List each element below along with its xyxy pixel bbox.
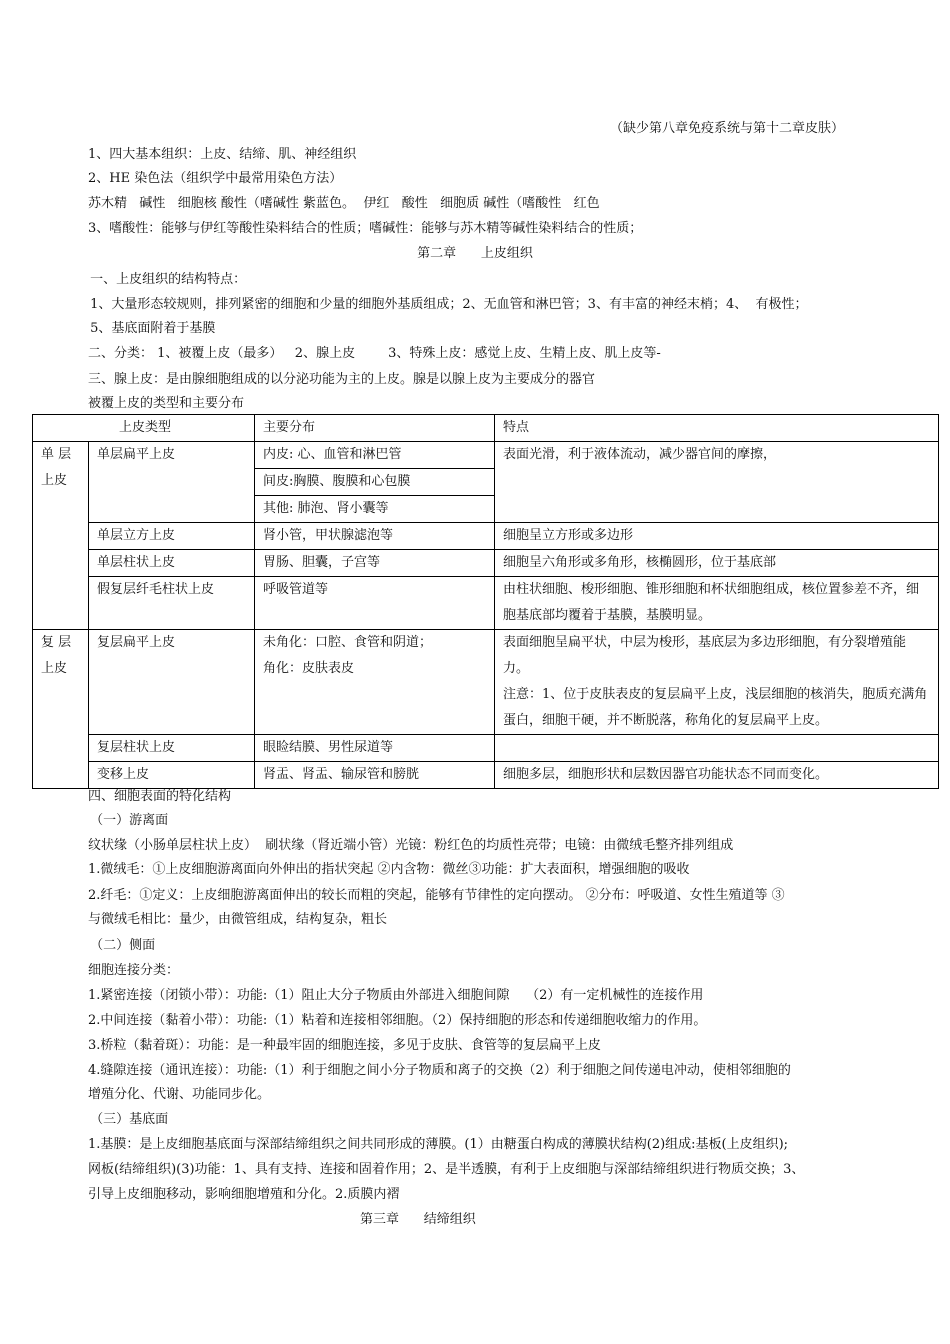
lateral-line-4: 4.缝隙连接（通讯连接）：功能:（1）利于细胞之间小分子物质和离子的交换（2）利于细胞之间传递电冲动，使相邻细胞的 (88, 1063, 791, 1078)
group-stratified-line-2: 上皮 (41, 661, 68, 676)
distribution-cell: 呼吸管道等 (255, 577, 495, 630)
chapter-2-title: 第二章 上皮组织 (417, 246, 533, 261)
distribution-cell: 胃肠、胆囊，子宫等 (255, 550, 495, 577)
table-row (33, 735, 939, 762)
lateral-line-2: 2.中间连接（黏着小带）：功能:（1）粘着和连接相邻细胞。（2）保持细胞的形态和传递细胞收缩力的作用。 (88, 1013, 707, 1028)
table-caption: 被覆上皮的类型和主要分布 (88, 396, 245, 411)
group-stratified-epithelium (33, 630, 89, 789)
header-features: 特点 (495, 415, 939, 442)
group-stratified-line-1: 复 层 (41, 635, 72, 650)
feature-cell: 细胞多层，细胞形状和层数因器官功能状态不同而变化。 (495, 762, 939, 789)
table-row (33, 762, 939, 789)
feature-cell: 细胞呈六角形或多角形，核椭圆形，位于基底部 (495, 550, 939, 577)
distribution-nonkeratinized: 未角化：口腔、食管和阴道； (263, 635, 433, 650)
header-distribution: 主要分布 (255, 415, 495, 442)
section-1-line-2: 5、基底面附着于基膜 (86, 321, 216, 336)
header-type: 上皮类型 (33, 415, 255, 442)
subsection-basal-surface: （三）基底面 (86, 1112, 169, 1127)
feature-cell (495, 630, 939, 735)
section-3-glandular: 三、腺上皮：是由腺细胞组成的以分泌功能为主的上皮。腺是以腺上皮为主要成分的器官 (88, 372, 596, 387)
table-header-row (33, 415, 939, 442)
type-cell: 单层立方上皮 (89, 523, 255, 550)
intro-line-3: 苏木精 碱性 细胞核 酸性（嗜碱性 紫蓝色。 伊红 酸性 细胞质 碱性（嗜酸性 红色 (88, 196, 600, 211)
distribution-cell: 眼睑结膜、男性尿道等 (255, 735, 495, 762)
subsection-lateral-surface: （二）侧面 (86, 938, 156, 953)
type-cell: 假复层纤毛柱状上皮 (89, 577, 255, 630)
distribution-cell: 肾小管，甲状腺滤泡等 (255, 523, 495, 550)
feature-note: 注意：1、位于皮肤表皮的复层扁平上皮，浅层细胞的核消失，胞质充满角蛋白，细胞干硬，并不断脱落，称角化的复层扁平上皮。 (503, 687, 928, 728)
distribution-cell (255, 630, 495, 735)
free-surface-line-1: 纹状缘（小肠单层柱状上皮） 刷状缘（肾近端小管）光镜：粉红色的均质性亮带；电镜：由微绒毛整齐排列组成 (88, 838, 734, 853)
section-1-title: 一、上皮组织的结构特点： (86, 272, 247, 287)
missing-chapters-note: （缺少第八章免疫系统与第十二章皮肤） (610, 121, 845, 136)
intro-line-4: 3、嗜酸性：能够与伊红等酸性染料结合的性质；嗜碱性：能够与苏木精等碱性染料结合的性质； (88, 221, 643, 236)
intro-line-2: 2、HE 染色法（组织学中最常用染色方法） (88, 171, 343, 186)
table-row (33, 577, 939, 630)
subsection-free-surface: （一）游离面 (86, 813, 169, 828)
type-cell: 复层柱状上皮 (89, 735, 255, 762)
free-surface-line-4: 与微绒毛相比：量少，由微管组成，结构复杂，粗长 (88, 912, 388, 927)
distribution-endothelium: 内皮: 心、血管和淋巴管 (255, 442, 494, 469)
type-cell: 复层扁平上皮 (89, 630, 255, 735)
lateral-line-5: 增殖分化、代谢、功能同步化。 (88, 1087, 271, 1102)
epithelium-table (32, 414, 939, 789)
table-row (33, 523, 939, 550)
table-row (33, 550, 939, 577)
group-simple-line-1: 单 层 (41, 447, 72, 462)
table-row (33, 442, 939, 523)
section-2-classification: 二、分类： 1、被覆上皮（最多） 2、腺上皮 3、特殊上皮：感觉上皮、生精上皮、肌上皮等- (88, 346, 661, 361)
section-4-title: 四、细胞表面的特化结构 (88, 789, 232, 804)
lateral-line-1: 1.紧密连接（闭锁小带）：功能:（1）阻止大分子物质由外部进入细胞间隙 （2）有一定机械性的连接作用 (88, 988, 704, 1003)
basal-line-2: 网板(结缔组织)(3)功能：1、具有支持、连接和固着作用；2、是半透膜，有利于上皮细胞与深部结缔组织进行物质交换；3、 (88, 1162, 805, 1177)
feature-cell: 由柱状细胞、梭形细胞、锥形细胞和杯状细胞组成，核位置参差不齐，细胞基底部均覆着于基膜，基膜明显。 (495, 577, 939, 630)
distribution-cell (255, 442, 495, 523)
chapter-3-title: 第三章 结缔组织 (360, 1212, 476, 1227)
type-cell: 单层扁平上皮 (89, 442, 255, 523)
feature-main: 表面细胞呈扁平状，中层为梭形，基底层为多边形细胞，有分裂增殖能力。 (503, 635, 907, 676)
distribution-other: 其他: 肺泡、肾小囊等 (263, 501, 389, 516)
distribution-mesothelium: 间皮:胸膜、腹膜和心包膜 (255, 469, 494, 496)
section-1-line-1: 1、大量形态较规则，排列紧密的细胞和少量的细胞外基质组成；2、无血管和淋巴管；3、有丰富的神经末梢；4、 有极性； (86, 297, 808, 312)
basal-line-3: 引导上皮细胞移动，影响细胞增殖和分化。2.质膜内褶 (88, 1187, 400, 1202)
feature-cell: 表面光滑，利于液体流动，减少器官间的摩擦， (495, 442, 939, 523)
basal-line-1: 1.基膜：是上皮细胞基底面与深部结缔组织之间共同形成的薄膜。(1）由糖蛋白构成的薄膜状结构(2)组成:基板(上皮组织); (88, 1137, 789, 1152)
free-surface-line-2: 1.微绒毛：①上皮细胞游离面向外伸出的指状突起 ②内含物：微丝③功能：扩大表面积，增强细胞的吸收 (88, 862, 690, 877)
feature-cell (495, 735, 939, 762)
group-simple-line-2: 上皮 (41, 473, 68, 488)
distribution-cell: 肾盂、肾盂、输尿管和膀胱 (255, 762, 495, 789)
lateral-line-0: 细胞连接分类： (88, 963, 180, 978)
intro-line-1: 1、四大基本组织：上皮、结缔、肌、神经组织 (88, 147, 357, 162)
free-surface-line-3: 2.纤毛：①定义：上皮细胞游离面伸出的较长而粗的突起，能够有节律性的定向摆动。 ②分布：呼吸道、女性生殖道等 ③ (88, 888, 785, 903)
type-cell: 变移上皮 (89, 762, 255, 789)
group-simple-epithelium (33, 442, 89, 630)
type-cell: 单层柱状上皮 (89, 550, 255, 577)
feature-cell: 细胞呈立方形或多边形 (495, 523, 939, 550)
distribution-keratinized: 角化：皮肤表皮 (263, 661, 355, 676)
lateral-line-3: 3.桥粒（黏着斑）：功能：是一种最牢固的细胞连接，多见于皮肤、食管等的复层扁平上皮 (88, 1038, 601, 1053)
table-row (33, 630, 939, 735)
